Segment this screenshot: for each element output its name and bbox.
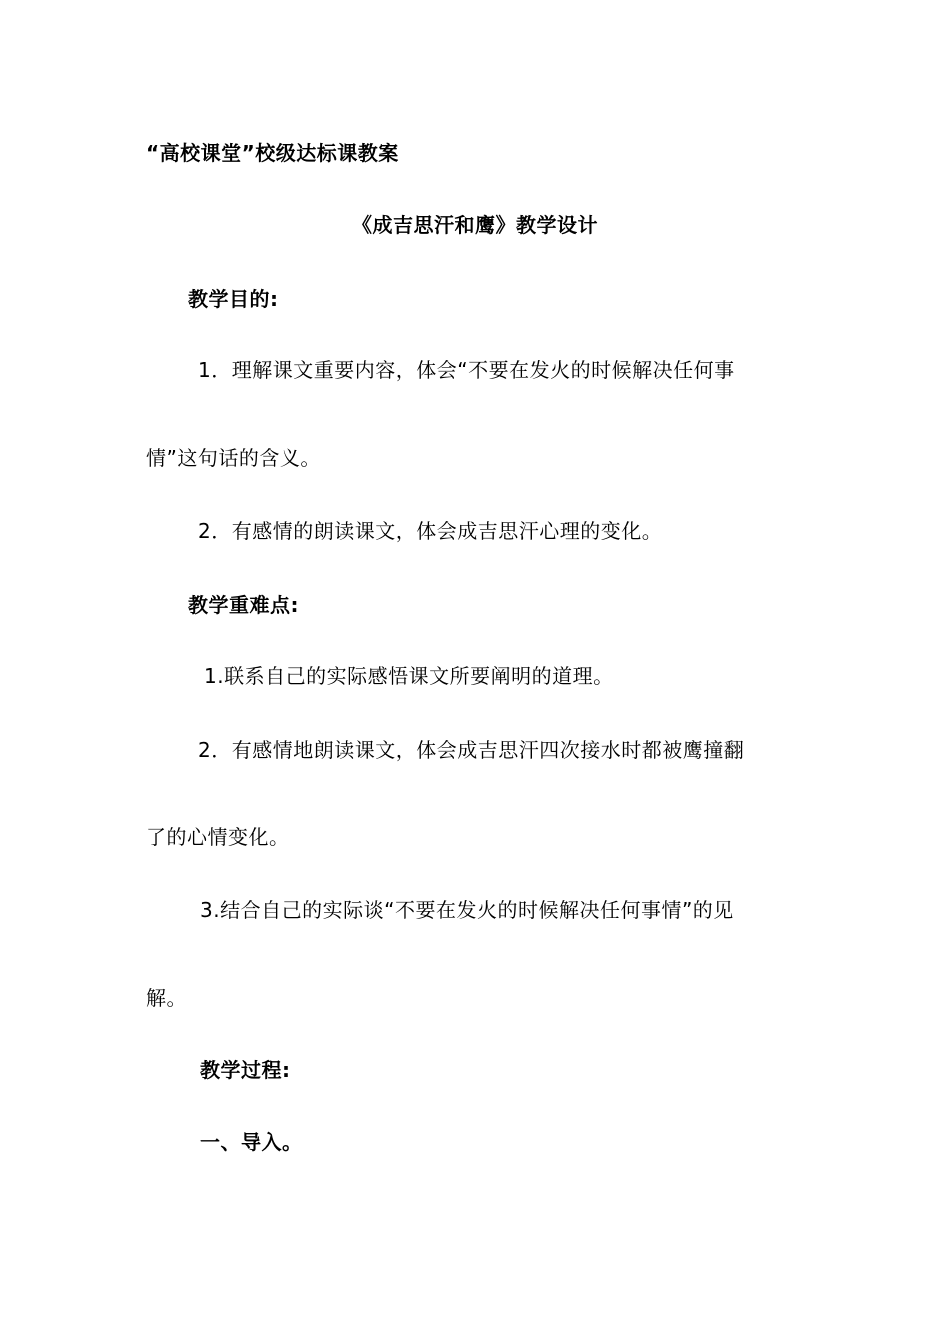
- objectives-heading: 教学目的:: [188, 287, 279, 311]
- document-header: “高校课堂”校级达标课教案: [146, 141, 399, 165]
- objective-item-1-line-2: 情”这句话的含义。: [146, 446, 321, 470]
- process-section-1: 一、导入。: [200, 1130, 303, 1154]
- key-point-item-3-line-2: 解。: [146, 986, 187, 1010]
- objective-item-2: 2．有感情的朗读课文，体会成吉思汗心理的变化。: [198, 519, 663, 543]
- key-points-heading: 教学重难点:: [188, 593, 299, 617]
- document-title: 《成吉思汗和鹰》教学设计: [352, 213, 598, 237]
- process-heading: 教学过程:: [200, 1058, 291, 1082]
- objective-item-1-line-1: 1．理解课文重要内容，体会“不要在发火的时候解决任何事: [198, 358, 735, 382]
- key-point-item-2-line-2: 了的心情变化。: [146, 825, 290, 849]
- key-point-item-1: 1.联系自己的实际感悟课文所要阐明的道理。: [204, 664, 614, 688]
- key-point-item-2-line-1: 2．有感情地朗读课文，体会成吉思汗四次接水时都被鹰撞翻: [198, 738, 745, 762]
- key-point-item-3-line-1: 3.结合自己的实际谈“不要在发火的时候解决任何事情”的见: [200, 898, 734, 922]
